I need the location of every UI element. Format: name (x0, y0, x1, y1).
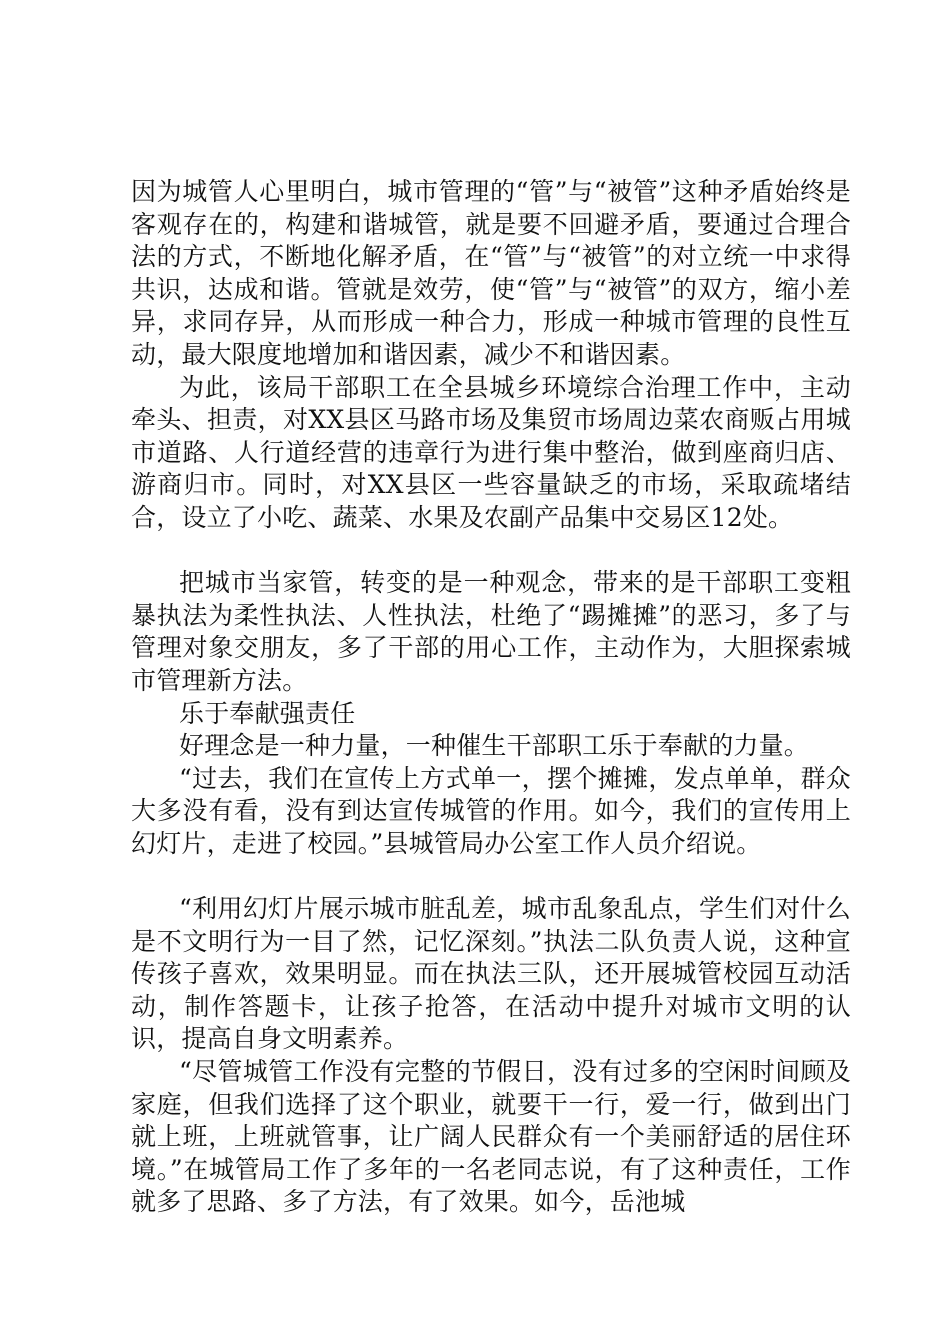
paragraph: “尽管城管工作没有完整的节假日，没有过多的空闲时间顾及家庭，但我们选择了这个职业，就要干一行，爱一行，做到出门就上班，上班就管事，让广阔人民群众有一个美丽舒适的居住环境。”在城管局工作了多年的一名老同志说，有了这种责任，工作就多了思路、多了方法，有了效果。如今，岳池城 (131, 1057, 851, 1217)
paragraph: 把城市当家管，转变的是一种观念，带来的是干部职工变粗暴执法为柔性执法、人性执法，杜绝了“踢摊摊”的恶习，多了与管理对象交朋友，多了干部的用心工作，主动作为，大胆探索城市管理新方法。 (131, 568, 851, 695)
section-heading: 乐于奉献强责任 (179, 698, 356, 728)
paragraph-gap (131, 860, 851, 893)
paragraph-gap (131, 535, 851, 568)
paragraph: “过去，我们在宣传上方式单一，摆个摊摊，发点单单，群众大多没有看，没有到达宣传城管的作用。如今，我们的宣传用上幻灯片，走进了校园。”县城管局办公室工作人员介绍说。 (131, 763, 851, 858)
document-body (131, 176, 851, 1219)
paragraph: 因为城管人心里明白，城市管理的“管”与“被管”这种矛盾始终是客观存在的，构建和谐城管，就是要不回避矛盾，要通过合理合法的方式，不断地化解矛盾，在“管”与“被管”的对立统一中求得共识，达成和谐。管就是效劳，使“管”与“被管”的双方，缩小差异，求同存异，从而形成一种合力，形成一种城市管理的良性互动，最大限度地增加和谐因素，减少不和谐因素。 (131, 177, 851, 369)
paragraph: “利用幻灯片展示城市脏乱差，城市乱象乱点，学生们对什么是不文明行为一目了然，记忆深刻。”执法二队负责人说，这种宣传孩子喜欢，效果明显。而在执法三队，还开展城管校园互动活动，制作答题卡，让孩子抢答，在活动中提升对城市文明的认识，提高自身文明素养。 (131, 894, 851, 1054)
paragraph: 为此，该局干部职工在全县城乡环境综合治理工作中，主动牵头、担责，对XX县区马路市场及集贸市场周边菜农商贩占用城市道路、人行道经营的违章行为进行集中整治，做到座商归店、游商归市。同时，对XX县区一些容量缺乏的市场，采取疏堵结合，设立了小吃、蔬菜、水果及农副产品集中交易区12处。 (131, 372, 851, 532)
paragraph: 好理念是一种力量，一种催生干部职工乐于奉献的力量。 (179, 731, 810, 761)
